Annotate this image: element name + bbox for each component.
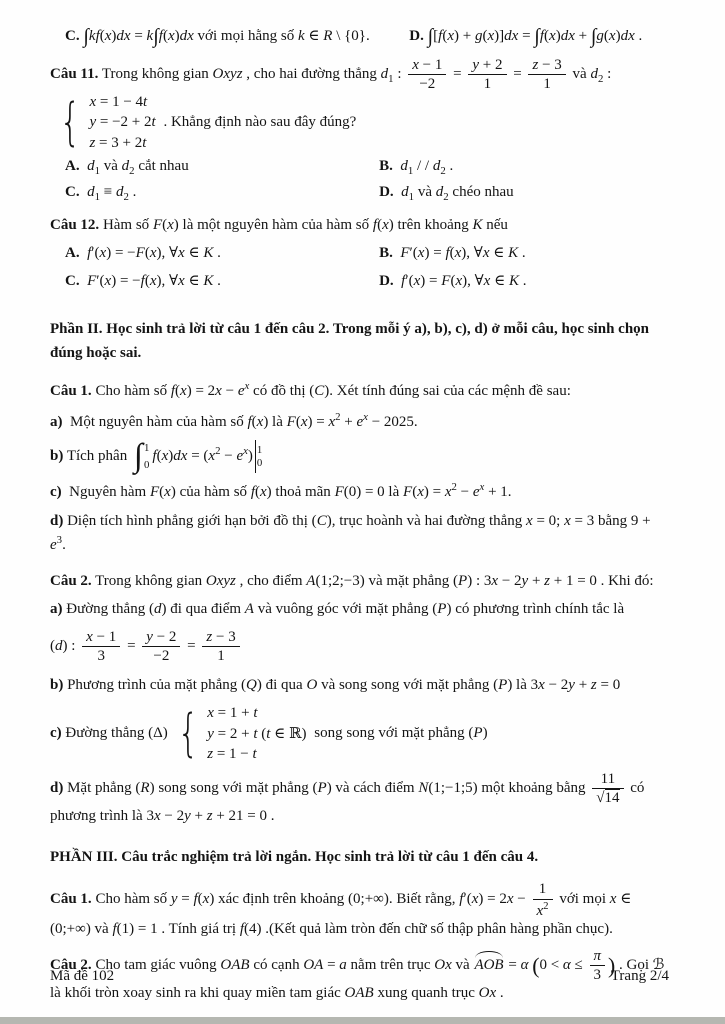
q11-option-b: B. $d_1$ / / $d_2$ . [379, 157, 454, 177]
part2-header: Phần II. Học sinh trả lời từ câu 1 đến câu 2. Trong mỗi ý a), b), c), d) ở mỗi câu, học sinh chọn đúng hoặc sai. [50, 321, 650, 361]
question-12-options-cd [50, 271, 669, 293]
q11-option-a: A. $d_1$ và $d_2$ cắt nhau [65, 157, 189, 177]
page-number: Trang 2/4 [610, 968, 669, 984]
q12-option-b: B. F′(x) = f(x), ∀x ∈ K . [379, 244, 526, 261]
option-d: D. ∫[f(x) + g(x)]dx = ∫f(x)dx + ∫g(x)dx . [409, 25, 643, 48]
answer-line-cd [50, 26, 669, 48]
part2-q2-item-c: c) Đường thẳng (Δ) { x = 1 + t y = 2 + t (t ∈ ℝ) z = 1 − t song song với mặt phẳng (P) [50, 703, 488, 763]
part2-q2-item-a: a) Đường thẳng (d) đi qua điểm A và vuông góc với mặt phẳng (P) có phương trình chính tắc là [50, 601, 625, 618]
question-12-options-ab [50, 243, 669, 265]
option-c: C. ∫kf(x)dx = k∫f(x)dx với mọi hằng số k ∈ R \ {0}. [65, 25, 370, 48]
part2-q1-item-d: d) Diện tích hình phẳng giới hạn bởi đồ thị (C), trục hoành và hai đường thẳng x = 0; x = 3 bằng $9 + e^3$. [50, 513, 651, 553]
exam-code: Mã đề 102 [50, 968, 115, 984]
part2-q1-item-b: b) Tích phân ∫ 1 0 $f(x)dx = (x^2 - e^x)$ 1 0 [50, 438, 263, 475]
part2-q2-item-b: b) Phương trình của mặt phẳng (Q) đi qua O và song song với mặt phẳng (P) là 3x − 2y + z = 0 [50, 676, 621, 693]
q11-option-d: D. $d_1$ và $d_2$ chéo nhau [379, 183, 514, 203]
q12-option-d: D. f′(x) = F(x), ∀x ∈ K . [379, 272, 527, 289]
question-11: Câu 11. Trong không gian Oxyz , cho hai đường thẳng $d_1$ : $\frac{x - 1}{-2}$ = $\frac{y + 2}{1}$ = $\frac{z - 3}{1}$ và $d_2$ : { x = 1 − 4t y = −2 + 2t z = 3 + 2t . Khẳng định nào sau đây đúng? [50, 56, 612, 152]
question-11-options-cd [50, 182, 669, 206]
question-12: Câu 12. Hàm số F(x) là một nguyên hàm của hàm số f(x) trên khoảng K nếu [50, 217, 508, 234]
part3-question-2: Câu 2. Cho tam giác vuông OAB có cạnh OA = a nằm trên trục Ox và AOB = α (0 < α ≤ $\frac{\pi}{3}$ ) . Gọi ℬ là khối tròn xoay sinh ra khi quay miền tam giác OAB xung quanh trục Ox . [50, 947, 665, 1001]
part2-question-2: Câu 2. Trong không gian Oxyz , cho điểm A(1;2;−3) và mặt phẳng (P) : 3x − 2y + z + 1 = 0 . Khi đó: [50, 572, 654, 589]
q11-option-c: C. $d_1 \equiv d_2$ . [65, 183, 137, 203]
part2-q2-item-d: d) Mặt phẳng (R) song song với mặt phẳng (P) và cách điểm N(1;−1;5) một khoảng bằng $\frac{11}{√14}$ có phương trình là 3x − 2y + z + 21 = 0 . [50, 771, 645, 825]
part2-question-1: Câu 1. Cho hàm số $f(x) = 2x - e^x$ có đồ thị (C). Xét tính đúng sai của các mệnh đề sau: [50, 379, 571, 399]
part2-q1-item-c: c) Nguyên hàm F(x) của hàm số f(x) thoả mãn F(0) = 0 là $F(x) = x^2 - e^x + 1$. [50, 481, 512, 501]
part3-question-1: Câu 1. Cho hàm số y = f(x) xác định trên khoảng (0;+∞). Biết rằng, f′(x) = 2x − $\frac{1}{x^2}$ với mọi x ∈ (0;+∞) và f(1) = 1 . Tính giá trị f(4) .(Kết quả làm tròn đến chữ số thập phân hàng phần chục). [50, 881, 632, 937]
scan-edge-bar [0, 1017, 725, 1024]
q12-option-c: C. F′(x) = −f(x), ∀x ∈ K . [65, 272, 221, 289]
q12-option-a: A. f′(x) = −F(x), ∀x ∈ K . [65, 244, 221, 261]
question-11-options-ab [50, 156, 669, 180]
part2-q1-item-a: a) Một nguyên hàm của hàm số f(x) là $F(x) = x^2 + e^x - 2025$. [50, 410, 418, 430]
part3-header: PHẦN III. Câu trắc nghiệm trả lời ngắn. Học sinh trả lời từ câu 1 đến câu 4. [50, 849, 539, 866]
page-footer [50, 966, 669, 988]
part2-q2-item-a-equation: (d) : $\frac{x - 1}{3}$ = $\frac{y - 2}{-2}$ = $\frac{z - 3}{1}$ [50, 629, 669, 664]
